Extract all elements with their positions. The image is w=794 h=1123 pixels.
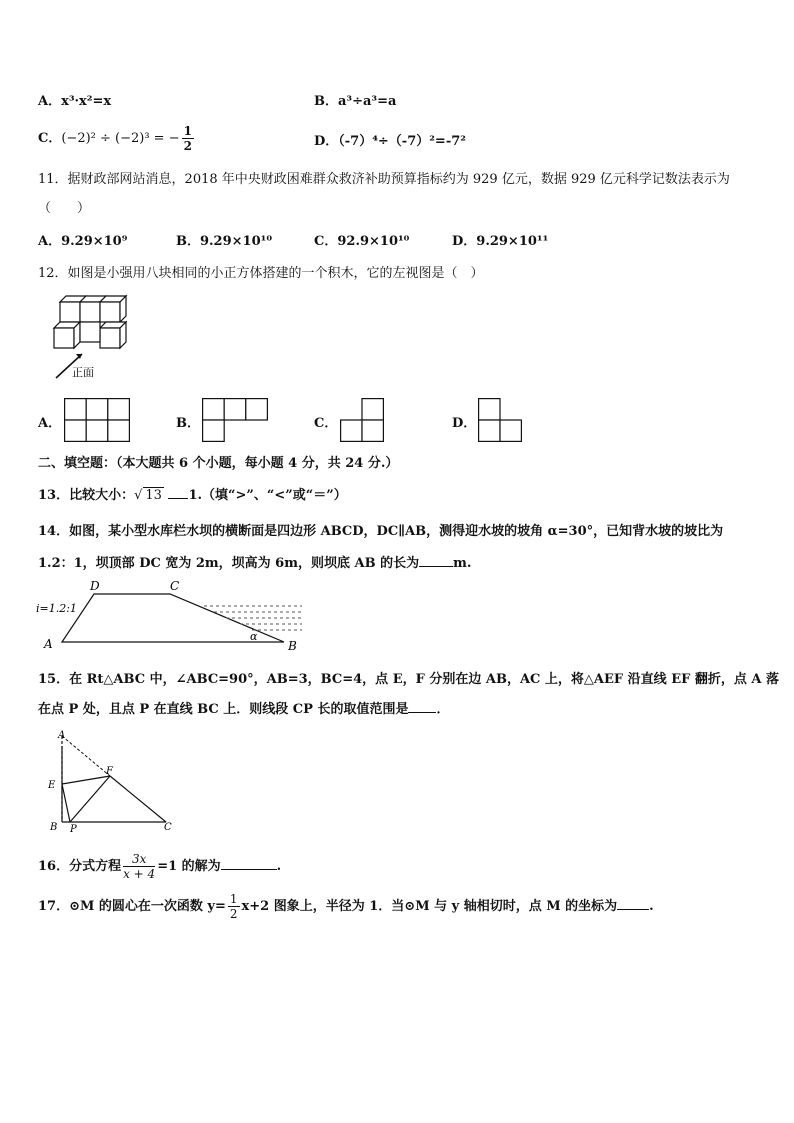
q10-option-c-expr: (−2)² ÷ (−2)³ = − xyxy=(61,131,180,146)
dam-label-a: A xyxy=(44,637,53,651)
q12-question: 12．如图是小强用八块相同的小正方体搭建的一个积木，它的左视图是（ ） xyxy=(38,266,484,281)
segment-ef xyxy=(62,776,110,784)
dam-label-d: D xyxy=(90,579,100,593)
segment-pf xyxy=(70,776,110,822)
tri-label-f: F xyxy=(106,766,113,777)
q15-line2-text: 在点 P 处，且点 P 在直线 BC 上．则线段 CP 长的取值范围是 xyxy=(38,702,409,717)
q12-option-d-label: D． xyxy=(452,416,477,431)
q16-end: . xyxy=(276,859,282,874)
q13-radicand: 13 xyxy=(145,488,162,503)
q12-option-a-figure xyxy=(64,398,130,442)
tri-label-p: P xyxy=(70,824,77,834)
q13-suffix: 1.（填“>”、“<”或“＝”） xyxy=(188,488,347,503)
q15-triangle-figure xyxy=(44,728,184,834)
q14-question-line1: 14．如图，某小型水库栏水坝的横断面是四边形 ABCD，DC∥AB，测得迎水坡的坡角 α=30°，已知背水坡的坡比为 xyxy=(38,524,724,539)
q10-option-c-label: C． xyxy=(38,131,62,146)
fraction-denominator: 2 xyxy=(229,907,238,921)
q12-blocks-figure xyxy=(46,292,146,382)
section-fill-blank-heading: 二、填空题：（本大题共 6 个小题，每小题 4 分，共 24 分.） xyxy=(38,456,399,471)
q17-prefix: 17．⊙M 的圆心在一次函数 y= xyxy=(38,899,226,914)
q13-answer-blank[interactable] xyxy=(168,498,188,499)
segment-ep xyxy=(62,784,70,822)
q12-option-c-figure xyxy=(340,398,384,442)
q11-option-d: D．9.29×10¹¹ xyxy=(452,234,549,249)
dam-angle-alpha: α xyxy=(250,630,258,643)
q16-suffix: =1 的解为 xyxy=(157,859,221,874)
q12-option-d-figure xyxy=(478,398,522,442)
dam-label-b: B xyxy=(288,639,297,652)
q14-line2-end: m. xyxy=(453,556,472,571)
tri-label-a: A xyxy=(58,730,66,741)
dam-slope-ratio: i=1.2:1 xyxy=(36,602,77,615)
q17-end: . xyxy=(649,899,654,914)
q11-answer-paren: （ ） xyxy=(38,201,91,216)
q10-option-c-fraction xyxy=(182,124,194,153)
q13-prefix: 13．比较大小： xyxy=(38,488,135,503)
segment-fc xyxy=(110,776,166,822)
q11-option-b: B．9.29×10¹⁰ xyxy=(176,234,273,249)
q14-question-line2 xyxy=(38,552,471,571)
q10-option-a: A．x³·x²=x xyxy=(38,94,112,109)
q10-option-b: B．a³÷a³=a xyxy=(314,94,397,109)
fraction-numerator: 1 xyxy=(183,124,192,138)
tri-label-b: B xyxy=(50,822,58,833)
q17-suffix: x+2 图象上，半径为 1．当⊙M 与 y 轴相切时，点 M 的坐标为 xyxy=(241,899,618,914)
q15-line2-end: ． xyxy=(436,702,450,717)
fraction-denominator: 2 xyxy=(183,139,192,153)
q17-answer-blank[interactable] xyxy=(617,909,649,910)
q16-prefix: 16．分式方程 xyxy=(38,859,122,874)
fraction-numerator: 1 xyxy=(229,892,238,906)
q12-option-c-label: C． xyxy=(314,416,338,431)
tri-label-e: E xyxy=(48,780,56,791)
q12-option-b-label: B． xyxy=(176,416,200,431)
segment-af xyxy=(62,736,110,776)
sqrt-icon: √ xyxy=(134,488,143,503)
q14-dam-figure xyxy=(36,576,306,652)
q15-question-line1: 15．在 Rt△ABC 中，∠ABC=90°，AB=3，BC=4，点 E，F 分别在边 AB，AC 上，将△AEF 沿直线 EF 翻折，点 A 落 xyxy=(38,672,780,687)
q16-fraction xyxy=(123,852,155,881)
q11-option-a: A．9.29×10⁹ xyxy=(38,234,128,249)
q15-question-line2 xyxy=(38,698,449,717)
q17-fraction xyxy=(228,892,240,921)
water-lines xyxy=(204,606,302,630)
tri-label-c: C xyxy=(164,822,172,833)
q14-answer-blank[interactable] xyxy=(419,566,453,567)
q11-question: 11．据财政部网站消息，2018 年中央财政困难群众救济补助预算指标约为 929 亿元，数据 929 亿元科学记数法表示为 xyxy=(38,172,730,187)
q12-option-b-figure xyxy=(202,398,268,442)
front-label: 正面 xyxy=(72,366,94,379)
q15-answer-blank[interactable] xyxy=(408,712,436,713)
q10-option-c xyxy=(38,124,196,153)
q14-line2-text: 1.2：1，坝顶部 DC 宽为 2m，坝高为 6m，则坝底 AB 的长为 xyxy=(38,556,420,571)
q13-question xyxy=(38,484,347,503)
fraction-numerator: 3x xyxy=(123,852,155,867)
fraction-denominator: x + 4 xyxy=(123,867,156,881)
q16-question xyxy=(38,852,281,881)
q10-option-d: D．（-7）⁴÷（-7）²=-7² xyxy=(314,134,466,149)
dam-label-c: C xyxy=(170,579,180,593)
q12-option-a-label: A． xyxy=(38,416,62,431)
q16-answer-blank[interactable] xyxy=(221,869,277,870)
q17-question xyxy=(38,892,654,921)
q11-option-c: C．92.9×10¹⁰ xyxy=(314,234,410,249)
